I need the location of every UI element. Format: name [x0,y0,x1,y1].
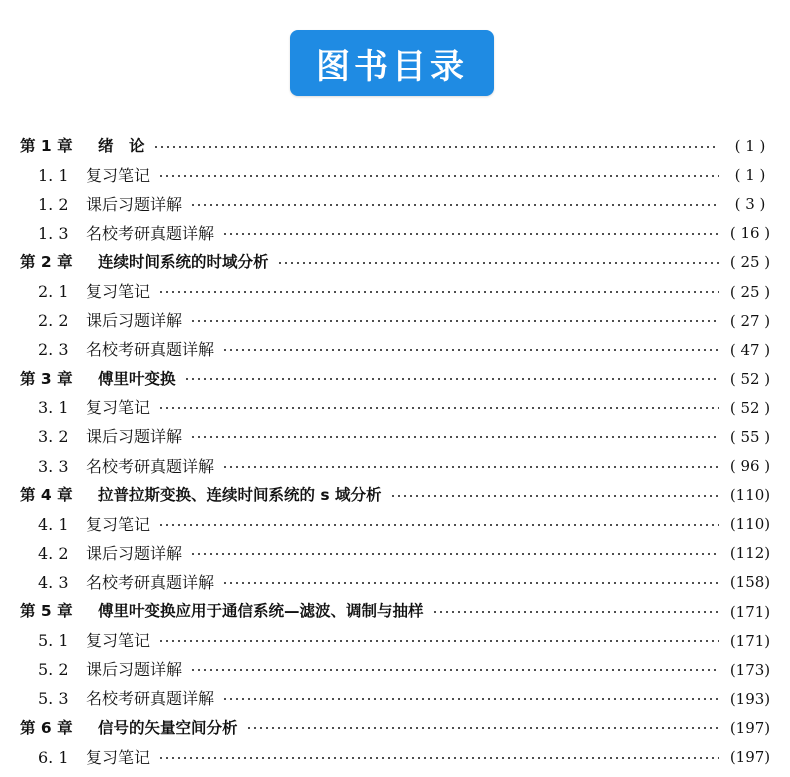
toc-entry-number: 1. 2 [38,194,69,214]
toc-entry-number: 第 2 章 [20,253,73,272]
toc-entry-title: 课后习题详解 [86,194,183,214]
toc-page-number: ( 52 ) [729,398,771,417]
toc-section-row[interactable] [20,394,775,423]
toc-entry-title: 课后习题详解 [86,543,183,563]
toc-section-row[interactable] [20,627,775,656]
toc-entry-title: 绪 论 [98,136,145,155]
dot-leader [222,342,719,358]
toc-chapter-row[interactable] [20,481,775,510]
table-of-contents [20,132,775,772]
toc-section-row[interactable] [20,161,775,190]
dot-leader [222,459,719,475]
toc-chapter-row[interactable] [20,365,775,394]
toc-section-row[interactable] [20,190,775,219]
toc-page-number: (158) [729,573,771,592]
toc-chapter-row[interactable] [20,248,775,277]
toc-entry-number: 第 3 章 [20,369,73,388]
toc-page-number: ( 1 ) [734,137,766,156]
toc-entry-number: 6. 1 [38,747,69,767]
dot-leader [190,662,719,678]
toc-page-number: ( 3 ) [734,195,766,214]
toc-page-number: (197) [729,718,771,737]
toc-entry-title: 信号的矢量空间分析 [98,718,238,737]
toc-entry-number: 2. 3 [38,340,69,360]
toc-section-row[interactable] [20,656,775,685]
toc-entry-number: 4. 3 [38,572,69,592]
toc-entry-number: 5. 2 [38,660,69,680]
toc-entry-title: 连续时间系统的时域分析 [98,253,269,272]
toc-chapter-row[interactable] [20,598,775,627]
dot-leader [390,488,719,504]
toc-entry-title: 名校考研真题详解 [86,223,215,243]
toc-entry-title: 傅里叶变换 [98,369,176,388]
dot-leader [184,371,719,387]
dot-leader [158,517,719,533]
toc-page-number: (193) [729,689,771,708]
toc-section-row[interactable] [20,685,775,714]
dot-leader [222,226,719,242]
dot-leader [190,313,719,329]
toc-entry-number: 第 1 章 [20,136,73,155]
dot-leader [158,168,719,184]
toc-chapter-row[interactable] [20,714,775,743]
toc-page-number: ( 55 ) [729,427,771,446]
toc-section-row[interactable] [20,219,775,248]
dot-leader [246,720,719,736]
toc-page-number: ( 1 ) [734,166,766,185]
toc-entry-number: 4. 1 [38,514,69,534]
toc-page-number: ( 25 ) [729,253,771,272]
dot-leader [158,284,719,300]
dot-leader [153,139,719,155]
toc-entry-title: 名校考研真题详解 [86,572,215,592]
toc-entry-title: 复习笔记 [86,165,151,185]
dot-leader [158,633,719,649]
toc-entry-title: 课后习题详解 [86,427,183,447]
toc-entry-title: 拉普拉斯变换、连续时间系统的 s 域分析 [98,485,382,504]
toc-entry-number: 第 6 章 [20,718,73,737]
dot-leader [190,546,719,562]
toc-entry-title: 复习笔记 [86,747,151,767]
toc-entry-number: 5. 1 [38,631,69,651]
toc-page-number: ( 52 ) [729,369,771,388]
toc-entry-number: 5. 3 [38,689,69,709]
toc-entry-title: 复习笔记 [86,398,151,418]
toc-page-number: (112) [729,544,771,563]
toc-entry-number: 第 5 章 [20,602,73,621]
dot-leader [190,197,719,213]
toc-section-row[interactable] [20,743,775,772]
toc-entry-number: 第 4 章 [20,485,73,504]
toc-page-number: (171) [729,602,771,621]
toc-entry-title: 课后习题详解 [86,311,183,331]
toc-section-row[interactable] [20,423,775,452]
toc-page-number: ( 47 ) [729,340,771,359]
dot-leader [158,400,719,416]
toc-section-row[interactable] [20,307,775,336]
toc-section-row[interactable] [20,568,775,597]
toc-section-row[interactable] [20,539,775,568]
dot-leader [432,604,719,620]
toc-entry-title: 复习笔记 [86,282,151,302]
toc-entry-number: 3. 1 [38,398,69,418]
toc-page-number: (110) [729,515,771,534]
toc-section-row[interactable] [20,277,775,306]
title-badge [290,30,494,96]
page-title: 图书目录 [316,46,468,87]
toc-entry-number: 1. 3 [38,223,69,243]
toc-page-number: ( 27 ) [729,311,771,330]
toc-entry-number: 1. 1 [38,165,69,185]
toc-entry-title: 名校考研真题详解 [86,456,215,476]
toc-page-number: ( 96 ) [729,457,771,476]
toc-page-number: ( 16 ) [729,224,771,243]
toc-entry-number: 2. 2 [38,311,69,331]
toc-page-number: (171) [729,631,771,650]
toc-page-number: (197) [729,748,771,767]
dot-leader [222,575,719,591]
toc-page-number: (110) [729,486,771,505]
toc-entry-number: 3. 2 [38,427,69,447]
toc-section-row[interactable] [20,452,775,481]
toc-entry-title: 复习笔记 [86,514,151,534]
toc-entry-number: 4. 2 [38,543,69,563]
dot-leader [190,429,719,445]
toc-entry-title: 名校考研真题详解 [86,689,215,709]
toc-chapter-row[interactable] [20,132,775,161]
toc-entry-title: 复习笔记 [86,631,151,651]
toc-entry-title: 课后习题详解 [86,660,183,680]
toc-section-row[interactable] [20,510,775,539]
toc-page-number: ( 25 ) [729,282,771,301]
dot-leader [277,255,719,271]
toc-entry-title: 傅里叶变换应用于通信系统—滤波、调制与抽样 [98,602,424,621]
dot-leader [158,750,719,766]
toc-page-number: (173) [729,660,771,679]
toc-section-row[interactable] [20,336,775,365]
toc-entry-number: 2. 1 [38,282,69,302]
toc-entry-title: 名校考研真题详解 [86,340,215,360]
toc-entry-number: 3. 3 [38,456,69,476]
dot-leader [222,691,719,707]
